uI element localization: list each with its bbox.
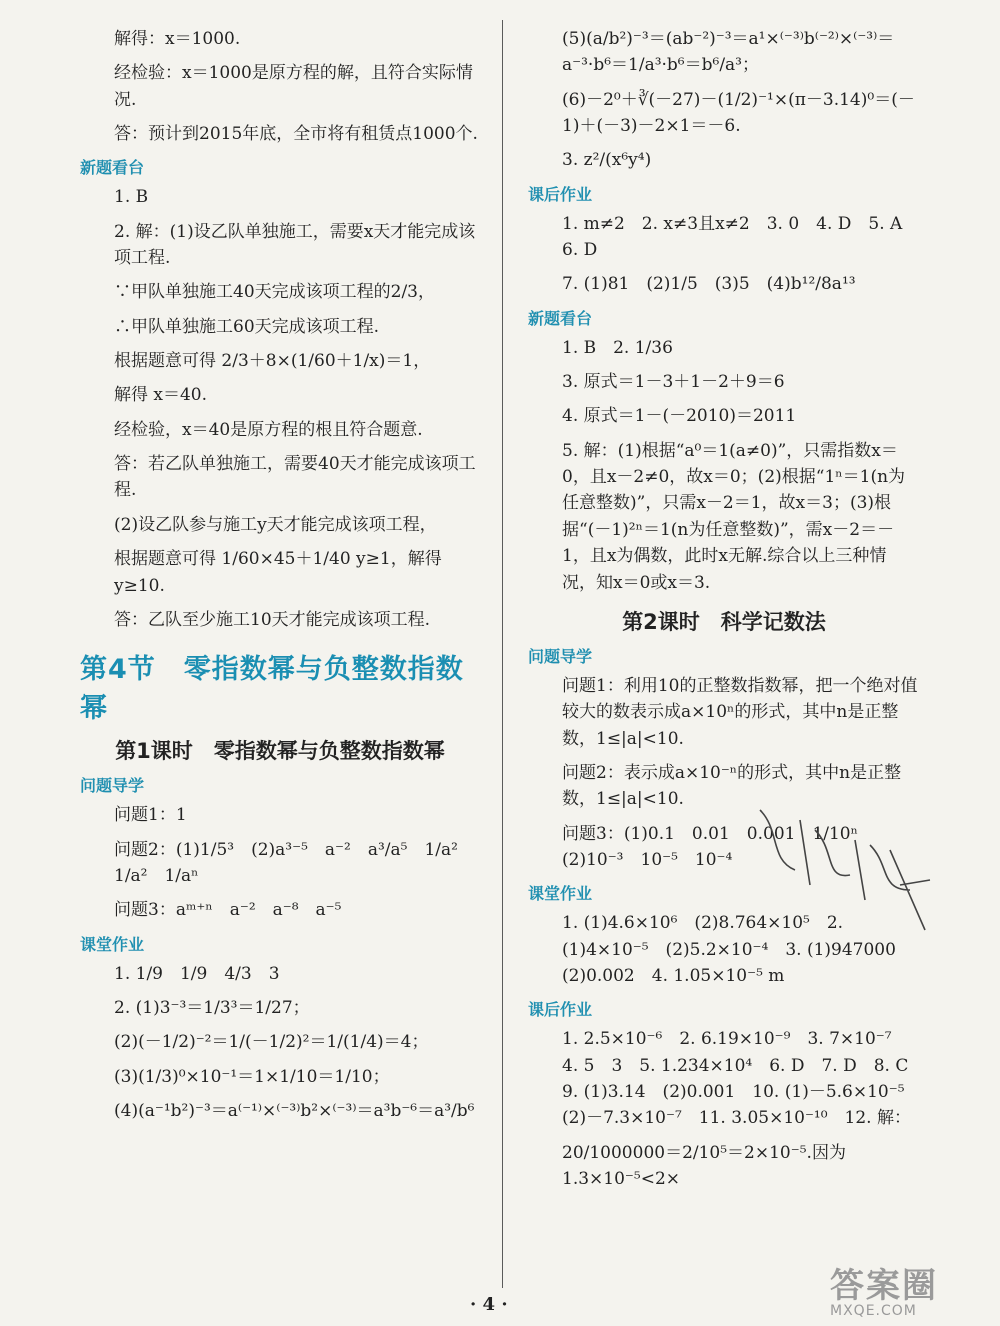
section-heading: 课堂作业 <box>80 934 145 954</box>
answer-line: (2)设乙队参与施工y天才能完成该项工程， <box>114 514 437 535</box>
answer-line: 答：若乙队单独施工，需要40天才能完成该项工程. <box>114 454 476 501</box>
answer-line: 1. B 2. 1/36 <box>562 337 673 358</box>
watermark-sub: MXQE.COM <box>830 1303 917 1319</box>
watermark-main: 答案圈 <box>830 1266 938 1306</box>
section-heading: 问题导学 <box>80 776 145 796</box>
answer-line: 根据题意可得 1/60×45＋1/40 y≥1，解得 y≥10. <box>114 549 442 596</box>
answer-line: (2)(－1/2)⁻²＝1/(－1/2)²＝1/(1/4)＝4； <box>114 1032 429 1053</box>
answer-line: (6)－2⁰＋∛(－27)－(1/2)⁻¹×(π－3.14)⁰＝(－1)＋(－3)－2×1＝－6. <box>562 89 915 137</box>
answer-line: 答：乙队至少施工10天才能完成该项工程. <box>114 609 431 630</box>
answer-line: 问题2：表示成a×10⁻ⁿ的形式，其中n是正整数，1≤|a|<10. <box>562 762 902 810</box>
watermark <box>830 1258 938 1319</box>
answer-line: 1. 2.5×10⁻⁶ 2. 6.19×10⁻⁹ 3. 7×10⁻⁷ 4. 5 3 5. 1.234×10⁴ 6. D 7. D 8. C 9. (1)3.14 (2)0.001 10. (1)－5.6×10⁻⁵ (2)－7.3×10⁻⁷ 11. 3.05×10⁻¹⁰ 12. 解： <box>562 1029 926 1129</box>
answer-line: 解得：x＝1000. <box>114 29 241 49</box>
answer-line: 1. B <box>114 187 149 208</box>
answer-line: 问题2：(1)1/5³ (2)a³⁻⁵ a⁻² a³/a⁵ 1/a² 1/a² 1/aⁿ <box>114 839 475 886</box>
section-heading: 新题看台 <box>528 308 593 328</box>
answer-line: 根据题意可得 2/3＋8×(1/60＋1/x)＝1， <box>114 351 431 372</box>
lesson-title: 第2课时 科学记数法 <box>622 609 826 634</box>
column-divider <box>502 20 503 1288</box>
page-number: · 4 · <box>470 1294 508 1315</box>
answer-line: 答：预计到2015年底，全市将有租赁点1000个. <box>114 124 478 145</box>
answer-line: 3. 原式＝1－3＋1－2＋9＝6 <box>562 372 785 393</box>
answer-line: 4. 原式＝1－(－2010)＝2011 <box>562 406 797 427</box>
chapter-title: 第4节 零指数幂与负整数指数幂 <box>80 654 464 725</box>
answer-line: 3. z²/(x⁶y⁴) <box>562 150 652 171</box>
answer-line: 经检验，x＝40是原方程的根且符合题意. <box>114 419 423 440</box>
answer-line: 问题1：利用10的正整数指数幂，把一个绝对值较大的数表示成a×10ⁿ的形式，其中n是正整数，1≤|a|<10. <box>562 675 918 749</box>
answer-line: 经检验：x＝1000是原方程的解，且符合实际情况. <box>114 63 473 110</box>
answer-line: 7. (1)81 (2)1/5 (3)5 (4)b¹²/8a¹³ <box>562 274 856 295</box>
section-heading: 课后作业 <box>528 184 593 204</box>
answer-line: 2. (1)3⁻³＝1/3³＝1/27； <box>114 997 310 1018</box>
answer-line: (3)(1/3)⁰×10⁻¹＝1×1/10＝1/10； <box>114 1066 390 1087</box>
answer-line: 问题3：(1)0.1 0.01 0.001 1/10ⁿ (2)10⁻³ 10⁻⁵ 10⁻⁴ <box>562 823 875 870</box>
answer-line: 2. 解：(1)设乙队单独施工，需要x天才能完成该项工程. <box>114 221 476 269</box>
section-heading: 课后作业 <box>528 1000 593 1020</box>
section-heading: 课堂作业 <box>528 884 593 904</box>
answer-line: 1. m≠2 2. x≠3且x≠2 3. 0 4. D 5. A 6. D <box>562 213 920 261</box>
answer-line: ∵甲队单独施工40天完成该项工程的2/3， <box>114 282 435 303</box>
left-column <box>80 26 480 1132</box>
section-heading: 问题导学 <box>528 646 593 666</box>
right-column <box>528 26 926 1200</box>
answer-line: 20/1000000＝2/10⁵＝2×10⁻⁵.因为1.3×10⁻⁵<2× <box>562 1142 846 1189</box>
answer-line: 问题3：aᵐ⁺ⁿ a⁻² a⁻⁸ a⁻⁵ <box>114 900 342 921</box>
answer-line: 问题1：1 <box>114 805 187 826</box>
answer-line: 1. (1)4.6×10⁶ (2)8.764×10⁵ 2. (1)4×10⁻⁵ (2)5.2×10⁻⁴ 3. (1)947000 (2)0.002 4. 1.05×10⁻⁵ m <box>562 913 913 986</box>
lesson-title: 第1课时 零指数幂与负整数指数幂 <box>115 739 445 764</box>
answer-line: (4)(a⁻¹b²)⁻³＝a⁽⁻¹⁾×⁽⁻³⁾b²×⁽⁻³⁾＝a³b⁻⁶＝a³/b⁶ <box>114 1100 475 1121</box>
answer-line: 解得 x＝40. <box>114 385 208 406</box>
answer-line: (5)(a/b²)⁻³＝(ab⁻²)⁻³＝a¹×⁽⁻³⁾b⁽⁻²⁾×⁽⁻³⁾＝a⁻³·b⁶＝1/a³·b⁶＝b⁶/a³； <box>562 29 895 76</box>
answer-line: ∴甲队单独施工60天完成该项工程. <box>114 316 380 337</box>
handwriting-scribble <box>740 790 940 940</box>
answer-line: 5. 解：(1)根据“a⁰＝1(a≠0)”，只需指数x＝0，且x－2≠0，故x＝0；(2)根据“1ⁿ＝1(n为任意整数)”，只需x－2＝1，故x＝3；(3)根据“(－1)²ⁿ＝1(n为任意整数)”，需x－2＝－1，且x为偶数，此时x无解.综合以上三种情况，知x＝0或x＝3. <box>562 440 906 593</box>
section-heading: 新题看台 <box>80 158 145 178</box>
answer-line: 1. 1/9 1/9 4/3 3 <box>114 963 280 984</box>
